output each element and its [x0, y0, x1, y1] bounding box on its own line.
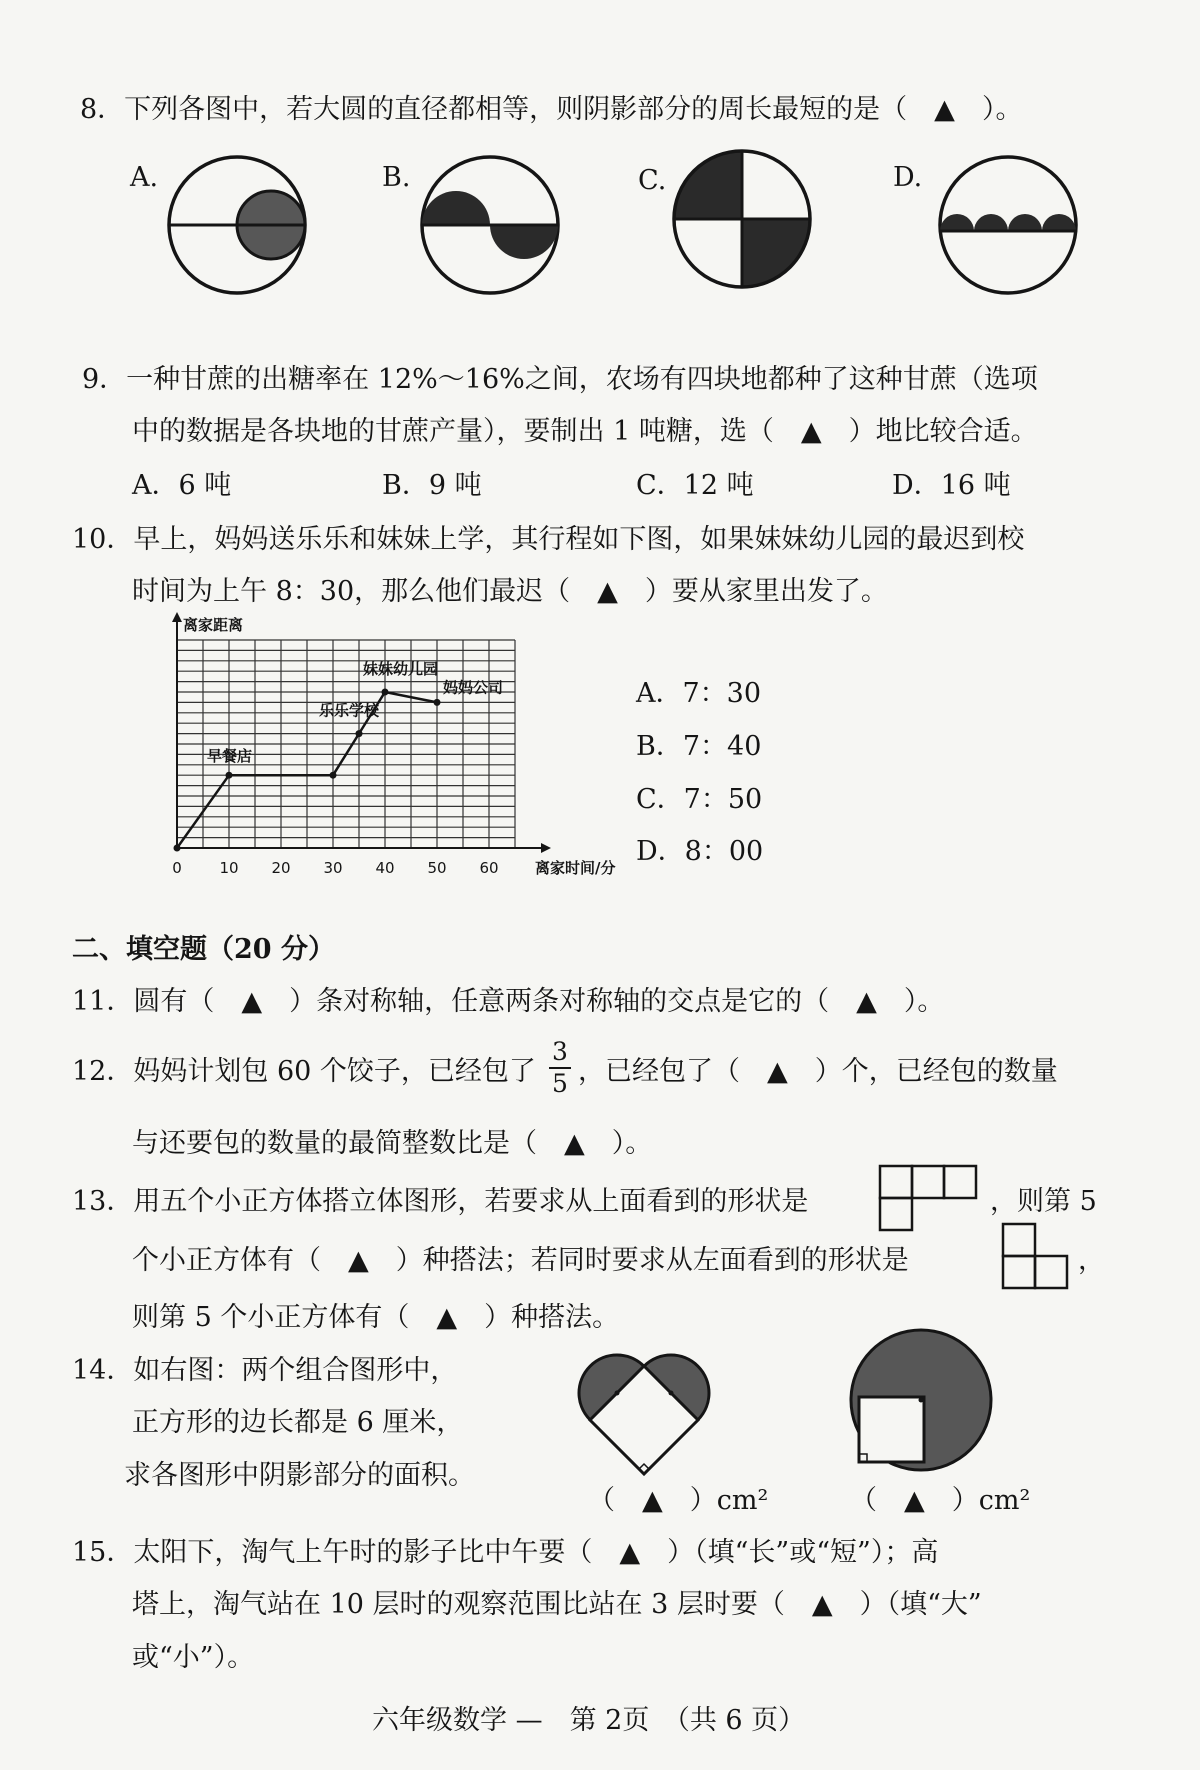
q15-line3: 或“小”）。 — [132, 1642, 255, 1673]
q12-part2: ，已经包了（ ▲ ）个，已经包的数量 — [578, 1056, 1058, 1087]
q14-line1: 14．如右图：两个组合图形中， — [72, 1355, 458, 1386]
q15-line2: 塔上，淘气站在 10 层时的观察范围比站在 3 层时要（ ▲ ）（填“大” — [132, 1589, 982, 1620]
q14-line3: 求各图形中阴影部分的面积。 — [124, 1460, 475, 1491]
chart-x-tick-label: 40 — [375, 859, 395, 877]
q14-quarter-circle-figure — [851, 1330, 991, 1470]
q14-heart-figure — [579, 1355, 709, 1474]
q10-line2: 时间为上午 8：30，那么他们最迟（ ▲ ）要从家里出发了。 — [132, 576, 888, 607]
chart-x-tick-label: 20 — [271, 859, 291, 877]
q11-text: 11．圆有（ ▲ ）条对称轴，任意两条对称轴的交点是它的（ ▲ ）。 — [72, 986, 945, 1017]
chart-x-axis-label: 离家时间/分 — [535, 859, 616, 877]
q10-option-a: A．7：30 — [636, 678, 762, 709]
q15-line1: 15．太阳下，淘气上午时的影子比中午要（ ▲ ）（填“长”或“短”）；高 — [72, 1537, 939, 1568]
q10-option-b: B．7：40 — [636, 731, 762, 762]
chart-x-tick-label: 60 — [479, 859, 499, 877]
q9-option-c: C．12 吨 — [636, 470, 754, 501]
q13-line2a: 个小正方体有（ ▲ ）种搭法；若同时要求从左面看到的形状是 — [132, 1245, 909, 1276]
q8-option-d-label: D. — [893, 162, 923, 193]
page-footer: 六年级数学 — 第 2页 （共 6 页） — [372, 1705, 806, 1736]
q12-fraction-denominator: 5 — [552, 1069, 568, 1098]
q12-part1: 12．妈妈计划包 60 个饺子，已经包了 — [72, 1056, 536, 1087]
chart-x-tick-label: 0 — [172, 859, 182, 877]
section-title: 二、填空题（20 分） — [72, 934, 335, 965]
chart-annotation: 早餐店 — [207, 747, 253, 766]
q10-line1: 10．早上，妈妈送乐乐和妹妹上学，其行程如下图，如果妹妹幼儿园的最迟到校 — [72, 524, 1025, 555]
chart-annotation: 妈妈公司 — [443, 678, 504, 697]
q8-option-a-label: A. — [130, 162, 159, 193]
q10-option-c: C．7：50 — [636, 784, 763, 815]
q9-line1: 9．一种甘蔗的出糖率在 12%～16%之间，农场有四块地都种了这种甘蔗（选项 — [82, 364, 1038, 395]
chart-x-tick-label: 10 — [219, 859, 239, 877]
q9-option-b: B．9 吨 — [382, 470, 482, 501]
q14-answer1: （ ▲ ）cm² — [588, 1485, 769, 1516]
q9-option-d: D．16 吨 — [892, 470, 1011, 501]
q8-option-b-label: B. — [382, 162, 411, 193]
chart-annotation: 乐乐学校 — [319, 701, 380, 720]
q12-fraction-numerator: 3 — [552, 1037, 568, 1066]
q13-line1a: 13．用五个小正方体搭立体图形，若要求从上面看到的形状是 — [72, 1186, 809, 1217]
chart-x-tick-label: 30 — [323, 859, 343, 877]
q10-option-d: D．8：00 — [636, 836, 764, 867]
q13-line3: 则第 5 个小正方体有（ ▲ ）种搭法。 — [132, 1302, 620, 1333]
chart-annotation: 妹妹幼儿园 — [363, 660, 439, 678]
q14-line2: 正方形的边长都是 6 厘米， — [132, 1407, 464, 1438]
q12-line2: 与还要包的数量的最简整数比是（ ▲ ）。 — [132, 1128, 653, 1159]
q13-line2b: ， — [1078, 1245, 1105, 1276]
chart-y-axis-label: 离家距离 — [183, 616, 244, 634]
q14-answer2: （ ▲ ）cm² — [850, 1485, 1031, 1516]
q9-line2: 中的数据是各块地的甘蔗产量），要制出 1 吨糖，选（ ▲ ）地比较合适。 — [132, 416, 1038, 447]
chart-x-tick-label: 50 — [427, 859, 447, 877]
q8-stem: 8．下列各图中，若大圆的直径都相等，则阴影部分的周长最短的是（ ▲ ）。 — [80, 94, 1023, 125]
q9-option-a: A．6 吨 — [132, 470, 232, 501]
q13-line1b: ，则第 5 — [990, 1186, 1097, 1217]
q8-option-c-label: C. — [638, 165, 667, 196]
